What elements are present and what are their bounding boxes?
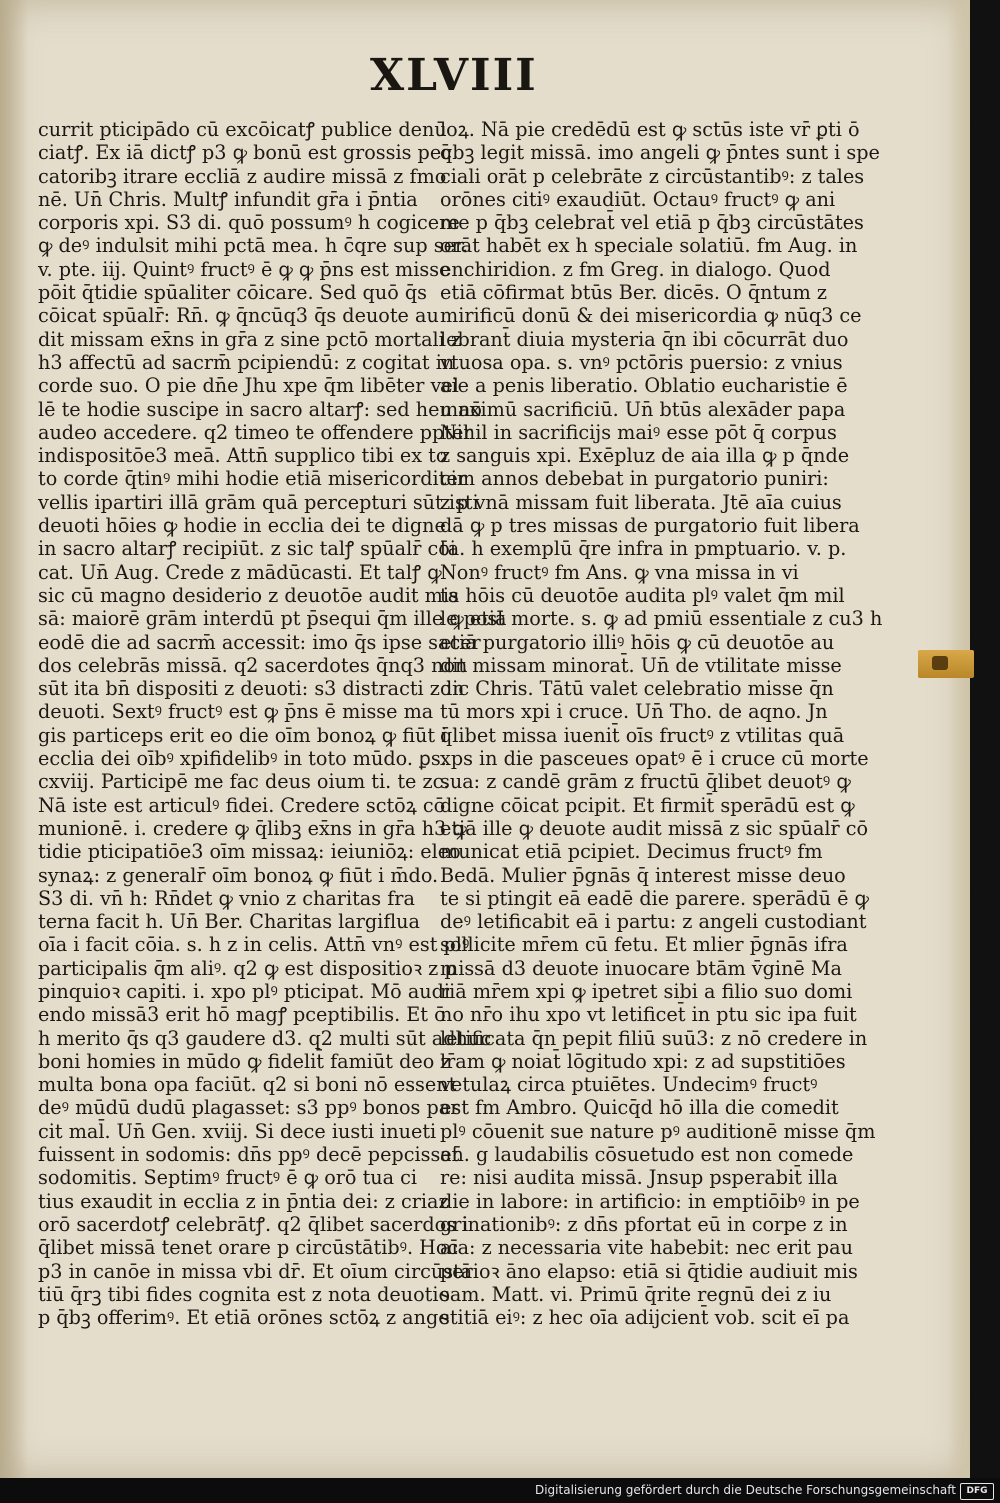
text-line: stitiā eiꝰ: z hec oīa adijcient̄ vob. scit eī pa	[440, 1306, 850, 1330]
text-line: ciatꝭ. Ex iā dictꝭ p3 ꝙ bonū est grossis pec	[38, 141, 452, 165]
text-line: vtuosa opa. s. vnꝰ pctōris puersio: z vnius	[440, 350, 843, 374]
text-line: no nr̄o ihu xpo vt letificet̄ in ptu sic ipa fuit	[440, 1003, 857, 1027]
text-line: aie a penis liberatio. Oblatio eucharistie ē	[440, 374, 848, 398]
text-line: letificata q̄n pepit filiū suū3: z nō credere in	[440, 1026, 868, 1050]
text-line: riā mr̄em xpi ꝙ ipetret sibi a filio suo domi	[440, 979, 853, 1003]
text-line: lr̄am ꝙ noiat̄ lōgitudo xpi: z ad supstitiōes	[440, 1049, 846, 1073]
text-line: sūt ita bn̄ dispositi z deuoti: s3 distracti z in	[38, 677, 465, 701]
right-text-column	[440, 118, 883, 1330]
folio-number: XLVIII	[370, 50, 538, 101]
text-line: boni homies in mūdo ꝙ fidelit̄ famiūt deo z	[38, 1049, 451, 1073]
text-line: nē. Un̄ Chris. Multꝭ infundit gr̄a i p̄ntia	[38, 187, 418, 211]
text-line: te si ptingit eā eadē die parere. sperādū ē ꝙ	[440, 886, 869, 910]
text-line: dit missam minorat̄. Un̄ de vtilitate misse	[440, 653, 842, 677]
bookmark-tab	[918, 650, 974, 678]
text-line: pinquioꝛ capiti. i. xpo plꝰ pticipat. Mō audi	[38, 979, 451, 1003]
text-line: etiā purgatorio illiꝰ hōis ꝙ cū deuotōe au	[440, 630, 835, 654]
text-line: perioꝛ āno elapso: etiā si q̄tidie audiuit mis	[440, 1259, 858, 1283]
text-line: corde suo. O pie dn̄e Jhu xpe q̄m libēter vel	[38, 374, 459, 398]
text-line: dic Chris. Tātū valet celebratio misse q̄n	[440, 677, 834, 701]
text-line: grinationibꝰ: z dn̄s pfortat eū in corpe z in	[440, 1212, 848, 1236]
text-line: dos celebrās missā. q2 sacerdotes q̄nq3 non	[38, 653, 468, 677]
text-line: orāt habēt ex h speciale solatiū. fm Aug. in	[440, 234, 858, 258]
text-line: le post morte. s. ꝙ ad pmiū essentiale z cu3 h	[440, 607, 883, 631]
text-line: p3 in canōe in missa vbi dr̄. Et oīum circūstā	[38, 1259, 473, 1283]
text-line: z p vnā missam fuit liberata. Jtē aīa cuius	[440, 490, 842, 514]
text-line: currit pticipādo cū excōicatꝭ publice denū	[38, 118, 447, 141]
text-line: etiā cōfirmat btūs Ber. dicēs. O q̄ntum z	[440, 281, 827, 305]
left-text-column	[38, 118, 507, 1330]
text-line: to corde q̄tinꝰ mihi hodie etiā misericorditer	[38, 467, 467, 491]
text-line: municat etiā pcipiet. Decimus fructꝰ fm	[440, 840, 823, 864]
text-line: sam. Matt. vi. Primū q̄rite regnū dei z iu	[440, 1282, 832, 1306]
text-line: aīa: z necessaria vite habebit: nec erit pau	[440, 1236, 853, 1260]
text-line: sollicite mr̄em cū fetu. Et mlier p̄gnās ifra	[440, 933, 848, 957]
text-line: p q̄bꝫ offerimꝰ. Et etiā orōnes sctōꝝ z ange	[38, 1306, 450, 1330]
text-line: indispositōe3 meā. Attn̄ supplico tibi ex to	[38, 444, 448, 468]
text-line: eodē die ad sacrm̄ accessit: imo q̄s ipse sacer	[38, 630, 481, 654]
text-line: sā: maiorē grām interdū pt p̄sequi q̄m ille ꝙ etiā	[38, 607, 507, 631]
text-line: h3 affectū ad sacrm̄ pcipiendū: z cogitat in	[38, 350, 455, 374]
text-line: participalis q̄m aliꝰ. q2 ꝙ est dispositioꝛ z p	[38, 956, 457, 980]
text-line: orō sacerdotꝭ celebrātꝭ. q2 q̄libet sacerdos i	[38, 1212, 469, 1236]
text-line: pōit q̄tidie spūaliter cōicare. Sed quō q̄s	[38, 281, 427, 305]
text-line: q̄bꝫ legit missā. imo angeli ꝙ p̄ntes sunt i spe	[440, 141, 880, 165]
text-line: ciali orāt p celebrāte z circūstantibꝰ: z tales	[440, 164, 865, 188]
text-line: Nā iste est articulꝰ fidei. Credere sctōꝝ cō	[38, 793, 446, 817]
text-line: sodomitis. Septimꝰ fructꝰ ē ꝙ orō tua ci	[38, 1166, 418, 1190]
text-line: terna facit h. Un̄ Ber. Charitas largiflua	[38, 910, 420, 934]
text-line: mirificū donū & dei misericordia ꝙ nūq3 ce	[440, 304, 862, 328]
text-line: corporis xpi. S3 di. quō possumꝰ h cogicere	[38, 211, 460, 235]
text-line: oīa i facit cōia. s. h z in celis. Attn̄ vnꝰ est plꝰ	[38, 933, 470, 957]
text-line: tidie pticipatiōe3 oīm missaꝝ: ieiuniōꝝ: eleo	[38, 840, 461, 864]
text-line: an̄. g laudabilis cōsuetudo est non comede	[440, 1143, 854, 1167]
text-line: q̄libet missā tenet orare p circūstātibꝰ. Hoc	[38, 1236, 459, 1260]
text-line: cat. Un̄ Aug. Crede z mādūcasti. Et talꝭ ꝙ	[38, 560, 442, 584]
text-line: ecclia dei oībꝰ xpifidelibꝰ in toto mūdo. ꝑs.	[38, 747, 447, 771]
text-line: lebrant̄ diuia mysteria q̄n ibi cōcurrāt duo	[440, 327, 849, 351]
text-line: deuoti. Sextꝰ fructꝰ est ꝙ p̄ns ē misse ma	[38, 700, 434, 724]
text-line: fuissent in sodomis: dn̄s ppꝰ decē pepcisset	[38, 1143, 460, 1167]
text-line: in sacro altarꝭ recipiūt. z sic talꝭ spūalr̄ cōi	[38, 537, 456, 561]
text-line: Nihil in sacrificijs maiꝰ esse pōt q̄ corpus	[440, 420, 837, 444]
text-line: lē te hodie suscipe in sacro altarꝭ: sed heu nō	[38, 397, 482, 421]
text-line: enchiridion. z fm Greg. in dialogo. Quod	[440, 257, 831, 281]
footer-bar	[0, 1478, 1000, 1503]
text-line: cxviij. Participē me fac deus oium ti. te zc.	[38, 770, 450, 794]
funding-credit: Digitalisierung gefördert durch die Deutsche Forschungsgemeinschaft	[534, 1483, 956, 1497]
text-line: Bedā. Mulier p̄gnās q̄ interest misse deuo	[440, 863, 846, 887]
text-line: deuoti hōies ꝙ hodie in ecclia dei te digne	[38, 514, 446, 538]
text-line: cōicat spūalr̄: Rn̄. ꝙ q̄ncūq3 q̄s deuote au	[38, 304, 439, 328]
text-line: missā d3 deuote inuocare btām v̄ginē Ma	[440, 956, 842, 980]
text-line: deꝰ letificabit eā i partu: z angeli custodiant	[440, 910, 867, 934]
text-line: z sanguis xpi. Exēpluz de aia illa ꝙ p q̄nde	[440, 444, 850, 468]
text-line: etiā ille ꝙ deuote audit missā z sic spūalr̄ cō	[440, 816, 869, 840]
text-line: me p q̄bꝫ celebrat̄ vel etiā p q̄bꝫ circūstātes	[440, 211, 864, 235]
text-line: orōnes citiꝰ exaudiūt. Octauꝰ fructꝰ ꝙ ani	[440, 187, 836, 211]
text-line: multa bona opa faciūt. q2 si boni nō essent	[38, 1073, 457, 1097]
text-line: tū mors xpi i cruce. Un̄ Tho. de aqno. Jn	[440, 700, 828, 724]
text-line: cim annos debebat in purgatorio puniri:	[440, 467, 829, 491]
text-line: audeo accedere. q2 timeo te offendere ppter	[38, 420, 473, 444]
text-line: dā ꝙ p tres missas de purgatorio fuit libera	[440, 514, 860, 538]
dfg-logo: DFG	[960, 1483, 994, 1500]
text-line: ta. h exemplū q̄re infra in pmptuario. v. p.	[440, 537, 847, 561]
text-line: vellis ipartiri illā grām quā percepturi sūt isti	[38, 490, 479, 514]
text-line: digne cōicat pcipit. Et firmit̄ sperādū est ꝙ	[440, 793, 855, 817]
text-line: cit mal̄. Un̄ Gen. xviij. Si dece iusti inueti	[38, 1119, 437, 1143]
text-line: re: nisi audita missā. Jnsup psperabit̄ illa	[440, 1166, 838, 1190]
text-line: xps in die pasceues opatꝰ ē i cruce cū morte	[440, 747, 869, 771]
text-line: dit missam ex̄ns in gr̄a z sine pctō mortali z	[38, 327, 461, 351]
text-line: h merito q̄s q3 gaudere d3. q2 multi sūt adhuc	[38, 1026, 491, 1050]
text-line: vetulaꝝ circa ptuiētes. Undecimꝰ fructꝰ	[440, 1073, 818, 1097]
text-line: q̄libet missa iuenit̄ oīs fructꝰ z vtilitas quā	[440, 723, 845, 747]
text-line: tiū q̄rꝫ tibi fides cognita est z nota deuotio	[38, 1282, 451, 1306]
text-line: catoribꝫ itrare eccliā z audire missā z fmo	[38, 164, 447, 188]
text-line: sua: z candē grām z fructū q̄libet deuotꝰ ꝙ	[440, 770, 851, 794]
text-line: ta hōis cū deuotōe audita plꝰ valet q̄m mil	[440, 583, 845, 607]
text-line: loꝝ. Nā pie credēdū est ꝙ sctūs iste vr̄ ꝑti ō	[440, 118, 860, 141]
text-line: S3 di. vn̄ h: Rn̄det ꝙ vnio z charitas fra	[38, 886, 415, 910]
text-line: synaꝝ: z generalr̄ oīm bonoꝝ ꝙ fiūt i m̄do.	[38, 863, 439, 887]
text-line: Nonꝰ fructꝰ fm Ans. ꝙ vna missa in vi	[440, 560, 799, 584]
text-line: die in labore: in artificio: in emptiōibꝰ in pe	[440, 1189, 860, 1213]
text-line: tius exaudit in ecclia z in p̄ntia dei: z criaz	[38, 1189, 449, 1213]
text-line: v. pte. iij. Quintꝰ fructꝰ ē ꝙ ꝙ p̄ns est misse	[38, 257, 451, 281]
text-line: gis particeps erit eo die oīm bonoꝝ ꝙ fiūt i	[38, 723, 448, 747]
text-line: est fm Ambro. Quicq̄d hō illa die comedit	[440, 1096, 839, 1120]
text-line: deꝰ mūdū dudū plagasset: s3 ppꝰ bonos par	[38, 1096, 460, 1120]
text-line: maximū sacrificiū. Un̄ btūs alexāder papa	[440, 397, 846, 421]
text-line: munionē. i. credere ꝙ q̄libꝫ ex̄ns in gr̄a h3 ꝙ	[38, 816, 467, 840]
text-line: plꝰ cōuenit sue nature pꝰ auditionē misse q̄m	[440, 1119, 876, 1143]
text-line: sic cū magno desiderio z deuotōe audit mis	[38, 583, 459, 607]
text-line: ꝙ deꝰ indulsit mihi pctā mea. h c̄qre sup ser.	[38, 234, 469, 258]
text-line: endo missā3 erit hō magꝭ pceptibilis. Et ō	[38, 1003, 446, 1027]
